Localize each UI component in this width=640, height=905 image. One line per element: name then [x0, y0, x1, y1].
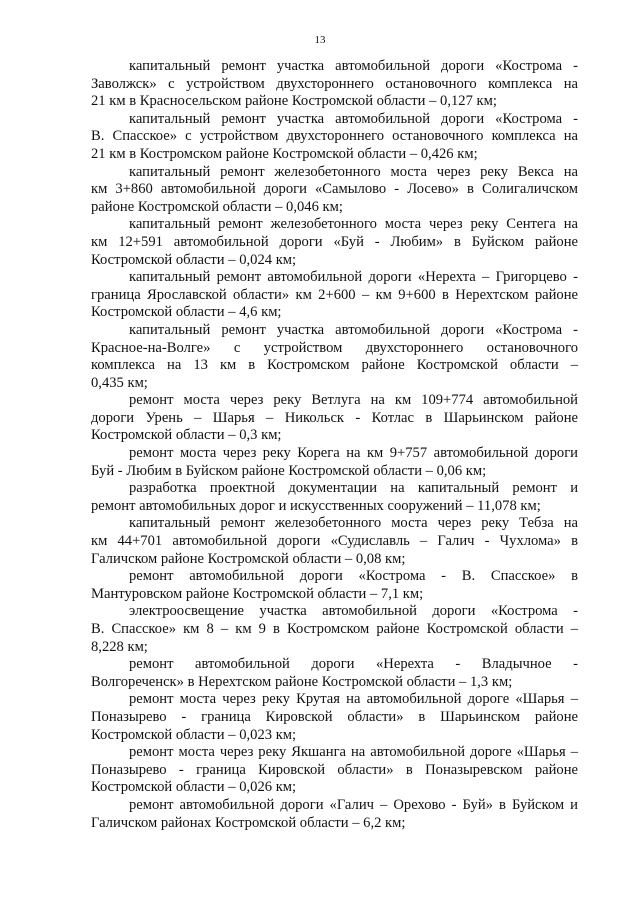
paragraph	[91, 392, 578, 445]
paragraph	[91, 603, 578, 656]
paragraph	[91, 744, 578, 797]
document-body	[91, 58, 578, 832]
text-line: Поназырево - граница Кировской области» в Поназыревском районе	[91, 761, 578, 778]
text-line: Галичском районах Костромской области – 6,2 км;	[91, 814, 406, 831]
text-line: граница Ярославской области» км 2+600 – км 9+600 в Нерехтском районе	[91, 286, 578, 303]
text-line: ремонт автомобильной дороги «Кострома - В. Спасское» в	[129, 568, 578, 585]
text-line: капитальный ремонт железобетонного моста через реку Сентега на	[129, 216, 578, 233]
text-line: Заволжск» с устройством двухстороннего остановочного комплекса на	[91, 75, 578, 92]
text-line: районе Костромской области – 0,046 км;	[91, 198, 343, 215]
text-line: ремонт автомобильной дороги «Галич – Орехово - Буй» в Буйском и	[129, 796, 578, 813]
text-line: Галичском районе Костромской области – 0,08 км;	[91, 550, 406, 567]
paragraph	[91, 216, 578, 269]
paragraph	[91, 480, 578, 515]
paragraph	[91, 58, 578, 111]
page-number: 13	[314, 34, 326, 46]
text-line: капитальный ремонт участка автомобильной дороги «Кострома -	[129, 110, 578, 127]
text-line: Поназырево - граница Кировской области» в Шарьинском районе	[91, 708, 578, 725]
text-line: разработка проектной документации на капитальный ремонт и	[129, 480, 578, 497]
text-line: Мантуровском районе Костромской области – 7,1 км;	[91, 585, 424, 602]
text-line: капитальный ремонт автомобильной дороги «Нерехта – Григорцево -	[129, 269, 578, 286]
text-line: Буй - Любим в Буйском районе Костромской области – 0,06 км;	[91, 462, 487, 479]
text-line: капитальный ремонт железобетонного моста через реку Векса на	[129, 163, 578, 180]
text-line: Костромской области – 4,6 км;	[91, 304, 282, 321]
text-line: 21 км в Костромском районе Костромской области – 0,426 км;	[91, 145, 478, 162]
text-line: ремонт моста через реку Ветлуга на км 109+774 автомобильной	[129, 392, 578, 409]
text-line: ремонт автомобильной дороги «Нерехта - Владычное -	[129, 656, 578, 673]
text-line: Костромской области – 0,3 км;	[91, 427, 282, 444]
text-line: Костромской области – 0,026 км;	[91, 779, 297, 796]
paragraph	[91, 164, 578, 217]
text-line: комплекса на 13 км в Костромском районе Костромской области –	[91, 357, 578, 374]
text-line: В. Спасское» км 8 – км 9 в Костромском районе Костромской области –	[91, 621, 578, 637]
paragraph	[91, 322, 578, 392]
paragraph	[91, 515, 578, 568]
paragraph	[91, 111, 578, 164]
text-line: капитальный ремонт участка автомобильной дороги «Кострома -	[129, 58, 578, 74]
text-line: дороги Урень – Шарья – Никольск - Котлас в Шарьинском районе	[91, 409, 578, 426]
text-line: ремонт моста через реку Корега на км 9+757 автомобильной дороги	[129, 445, 578, 462]
paragraph	[91, 656, 578, 691]
text-line: ремонт моста через реку Крутая на автомобильной дороге «Шарья –	[129, 691, 578, 708]
text-line: Костромской области – 0,024 км;	[91, 251, 297, 268]
text-line: км 3+860 автомобильной дороги «Самылово - Лосево» в Солигаличском	[91, 181, 578, 198]
paragraph	[91, 568, 578, 603]
text-line: капитальный ремонт железобетонного моста через реку Тебза на	[129, 515, 578, 532]
paragraph	[91, 269, 578, 322]
text-line: Костромской области – 0,023 км;	[91, 726, 297, 743]
paragraph	[91, 445, 578, 480]
text-line: 21 км в Красносельском районе Костромской области – 0,127 км;	[91, 93, 497, 110]
text-line: капитальный ремонт участка автомобильной дороги «Кострома -	[129, 321, 578, 338]
paragraph	[91, 691, 578, 744]
text-line: км 44+701 автомобильной дороги «Судиславль – Галич - Чухлома» в	[91, 533, 578, 550]
text-line: 0,435 км;	[91, 374, 148, 391]
paragraph	[91, 797, 578, 832]
text-line: ремонт моста через реку Якшанга на автомобильной дороге «Шарья –	[129, 744, 578, 761]
text-line: Красное-на-Волге» с устройством двухстороннего остановочного	[91, 339, 578, 356]
text-line: ремонт автомобильных дорог и искусственных сооружений – 11,078 км;	[91, 497, 541, 514]
text-line: км 12+591 автомобильной дороги «Буй - Любим» в Буйском районе	[91, 233, 578, 250]
text-line: В. Спасское» с устройством двухстороннего остановочного комплекса на	[91, 128, 578, 145]
text-line: 8,228 км;	[91, 638, 148, 655]
text-line: Волгореченск» в Нерехтском районе Костромской области – 1,3 км;	[91, 673, 513, 690]
text-line: электроосвещение участка автомобильной дороги «Кострома -	[129, 603, 578, 620]
